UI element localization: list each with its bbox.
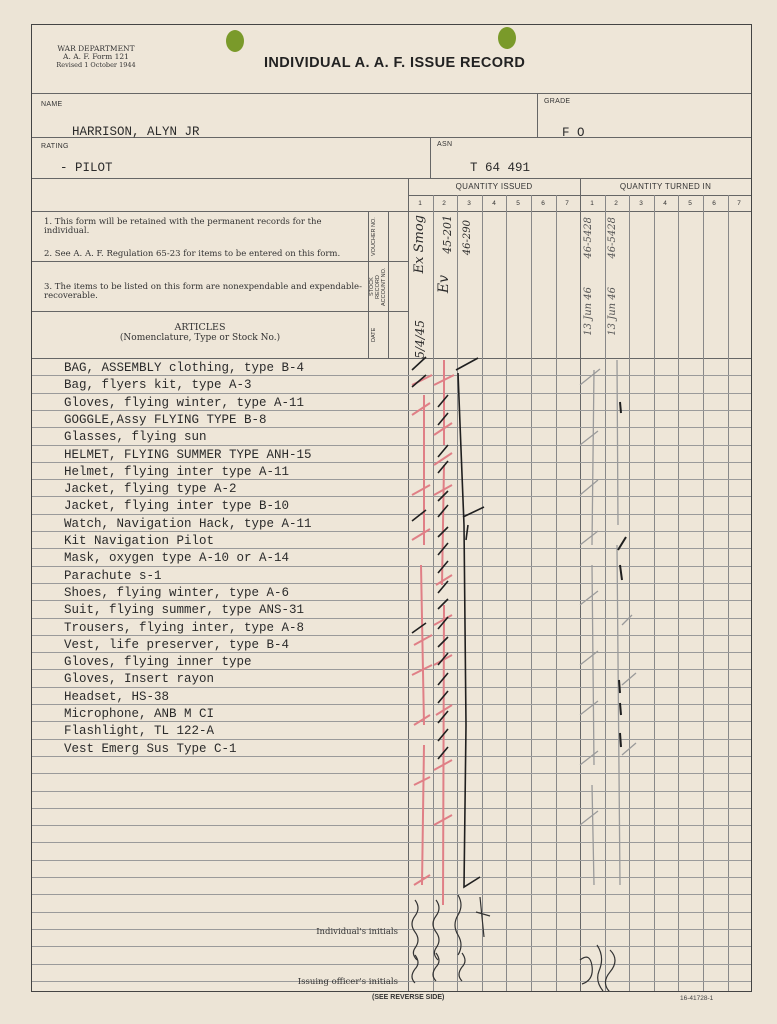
turnin-voucher-entry-1: 46-5428 xyxy=(583,217,594,259)
article-row: GOGGLE,Assy FLYING TYPE B-8 xyxy=(64,412,267,427)
issued-account-entry: Ev xyxy=(436,275,452,294)
article-row: Flashlight, TL 122-A xyxy=(64,724,215,739)
department-line: WAR DEPARTMENT xyxy=(57,44,135,53)
article-row: BAG, ASSEMBLY clothing, type B-4 xyxy=(64,361,305,375)
form-number-line: A. A. F. Form 121 xyxy=(63,52,129,61)
quantity-turned-in-header: QUANTITY TURNED IN xyxy=(619,182,712,191)
issued-col-2: 2 xyxy=(442,200,446,207)
article-row: Suit, flying summer, type ANS-31 xyxy=(64,603,305,618)
issued-voucher-3: 46-290 xyxy=(462,220,473,256)
rating-label: RATING xyxy=(41,143,69,150)
issued-col-5: 5 xyxy=(516,200,520,207)
article-row: Shoes, flying winter, type A-6 xyxy=(64,585,290,600)
issued-voucher-1: Ex Smog xyxy=(412,215,427,274)
rating-text: PILOT xyxy=(75,161,113,175)
issuing-officer-initials-label: Issuing officer's initials xyxy=(297,977,398,987)
article-row: Kit Navigation Pilot xyxy=(64,534,215,548)
turnin-col-4: 4 xyxy=(663,200,667,207)
form-code: 16-41728-1 xyxy=(680,995,714,1002)
turnin-date-entry-1: 13 Jun 46 xyxy=(583,287,594,336)
turn-in-pencil-marks xyxy=(580,360,636,885)
article-row: Glasses, flying sun xyxy=(64,430,207,445)
see-reverse-note: (SEE REVERSE SIDE) xyxy=(372,994,445,1001)
individual-initials-label: Individual's initials xyxy=(316,927,398,937)
issued-col-7: 7 xyxy=(565,200,569,207)
article-row: HELMET, FLYING SUMMER TYPE ANH-15 xyxy=(64,447,312,462)
turnin-col-3: 3 xyxy=(639,200,643,207)
article-row: Jacket, flying type A-2 xyxy=(64,482,237,497)
date-label: DATE xyxy=(371,327,377,343)
article-row: Helmet, flying inter type A-11 xyxy=(64,464,290,479)
page-title: INDIVIDUAL A. A. F. ISSUE RECORD xyxy=(264,55,526,71)
turnin-date-entry-2: 13 Jun 46 xyxy=(607,287,618,336)
issued-col-6: 6 xyxy=(541,200,545,207)
article-row: Gloves, flying winter, type A-11 xyxy=(64,395,305,410)
article-row: Vest, life preserver, type B-4 xyxy=(64,637,290,652)
issued-date-entry: 5/4/45 xyxy=(413,320,427,359)
issued-voucher-2: 45-201 xyxy=(441,215,454,254)
article-row: Gloves, Insert rayon xyxy=(64,672,215,687)
note-2: 2. See A. A. F. Regulation 65-23 for items to be entered on this form. xyxy=(44,249,341,259)
article-row: Headset, HS-38 xyxy=(64,689,170,704)
stock-record-label: STOCK RECORD ACCOUNT NO. xyxy=(369,267,387,307)
issued-col-3: 3 xyxy=(467,200,471,207)
turnin-col-1: 1 xyxy=(590,200,594,207)
article-row: Mask, oxygen type A-10 or A-14 xyxy=(64,551,290,566)
article-row: Vest Emerg Sus Type C-1 xyxy=(64,741,237,756)
article-row: Trousers, flying inter, type A-8 xyxy=(64,620,305,635)
grade-value: F O xyxy=(562,126,585,140)
note-1: 1. This form will be retained with the permanent records for the individual. xyxy=(44,217,322,236)
initials-scribbles xyxy=(412,895,615,991)
article-row: Parachute s-1 xyxy=(64,568,162,583)
grade-label: GRADE xyxy=(544,98,571,105)
red-pencil-marks xyxy=(412,360,454,905)
turnin-col-6: 6 xyxy=(712,200,716,207)
turnin-col-5: 5 xyxy=(688,200,692,207)
turnin-col-2: 2 xyxy=(614,200,618,207)
articles-title: ARTICLES xyxy=(174,322,226,333)
issued-col-4: 4 xyxy=(492,200,496,207)
article-row: Jacket, flying inter type B-10 xyxy=(64,499,290,514)
articles-subtitle: (Nomenclature, Type or Stock No.) xyxy=(119,333,281,343)
note-3: 3. The items to be listed on this form are nonexpendable and expendable-recoverable. xyxy=(44,282,362,301)
article-row: Microphone, ANB M CI xyxy=(64,707,215,721)
article-row: Gloves, flying inner type xyxy=(64,655,252,670)
quantity-issued-header: QUANTITY ISSUED xyxy=(455,182,533,191)
rating-value: - PILOT xyxy=(60,161,113,175)
check-marks-overlay xyxy=(32,25,751,991)
voucher-label: VOUCHER NO. xyxy=(371,217,377,257)
issued-col-1: 1 xyxy=(418,200,422,207)
turn-in-ink-ticks xyxy=(618,402,626,747)
asn-label: ASN xyxy=(437,141,453,148)
turnin-voucher-entry-2: 46-5428 xyxy=(607,217,618,259)
name-value: HARRISON, ALYN JR xyxy=(72,125,200,139)
revision-line: Revised 1 October 1944 xyxy=(56,61,136,69)
article-row: Watch, Navigation Hack, type A-11 xyxy=(64,516,312,531)
issue-record-form xyxy=(31,24,752,992)
turnin-col-7: 7 xyxy=(737,200,741,207)
article-row: Bag, flyers kit, type A-3 xyxy=(64,378,252,393)
name-label: NAME xyxy=(41,101,63,108)
asn-value: T 64 491 xyxy=(470,161,531,175)
